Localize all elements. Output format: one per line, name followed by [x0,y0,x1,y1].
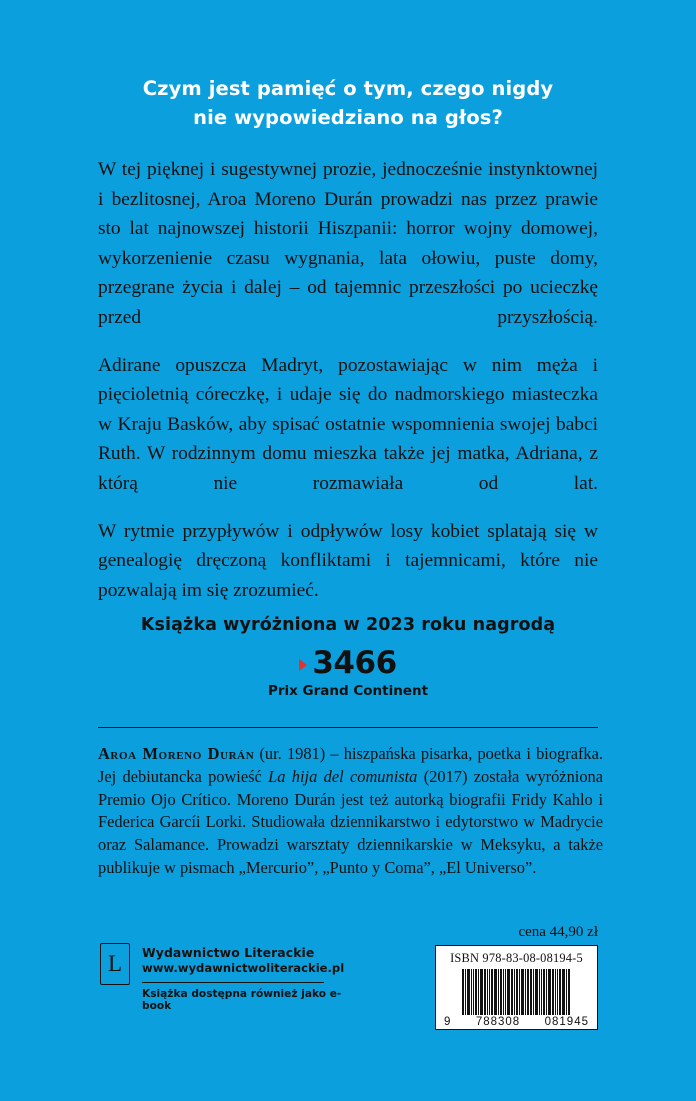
blurb-text [98,155,598,623]
barcode-digit-left: 9 [444,1016,452,1028]
barcode-digit-group-1: 788308 [475,1016,521,1028]
barcode-digit-group-2: 081945 [544,1016,589,1028]
isbn-label: ISBN 978-83-08-08194-5 [450,951,583,965]
author-bio [98,743,603,880]
award-section [98,615,598,699]
headline-line-1: Czym jest pamięć o tym, czego nigdy [142,77,554,100]
publisher-divider [142,982,324,983]
bio-rest: (2017) została wyróżniona Premio Ojo Crítico. Moreno Durán jest też autorką biografii Fridy Kahlo i Federica Garcíi Lorki. Studiowała dziennikarstwo i edytorstwo w Madrycie oraz Salamance. Prowadzi warsztaty dziennikarskie w Meksyku, a także publikuje w pismach „Mercurio”, „Punto y Coma”, „El Universo”. [98,766,603,877]
blurb-paragraph-2: Adirane opuszcza Madryt, pozostawiając w nim męża i pięcioletnią córeczkę, i udaje się do nadmorskiego miasteczka w Kraju Basków, aby spisać ostatnie wspomnienia swojej babci Ruth. W rodzinnym domu mieszka także jej matka, Adriana, z którą nie rozmawiała od lat. [98,354,598,494]
publisher-logo-icon: L [98,943,132,985]
award-logo-subtitle: Prix Grand Continent [267,683,429,699]
publisher-block [98,943,358,1012]
bio-book-title: La hija del comunista [268,766,418,786]
bio-intro: (ur. 1981) – hiszpańska pisarka, poetka i biografka. Jej debiutancka powieść [98,744,603,786]
author-name: Aroa Moreno Durán [98,744,255,763]
publisher-url[interactable]: www.wydawnictwoliterackie.pl [142,961,345,975]
isbn-barcode-box [435,945,598,1030]
page-title [98,74,598,132]
play-triangle-icon [299,659,307,671]
barcode-digits [442,1015,591,1028]
divider [98,727,598,728]
publisher-name: Wydawnictwo Literackie [142,945,315,960]
price-label: cena 44,90 zł [518,924,598,940]
ebook-note: Książka dostępna również jako e-book [142,988,342,1013]
headline-line-2: nie wypowiedziano na głos? [193,106,503,129]
award-logo-number: 3466 [312,645,397,681]
award-title: Książka wyróżniona w 2023 roku nagrodą [140,615,556,635]
barcode-icon [442,969,591,1015]
blurb-paragraph-3: W rytmie przypływów i odpływów losy kobiet splatają się w genealogię dręczoną konfliktami i tajemnicami, które nie pozwalają im się zrozumieć. [98,520,598,601]
blurb-paragraph-1: W tej pięknej i sugestywnej prozie, jednocześnie instynktownej i bezlitosnej, Aroa Moreno Durán prowadzi nas przez prawie sto lat najnowszej historii Hiszpanii: horror wojny domowej, wykorzenienie czasu wygnania, lata ołowiu, puste domy, przegrane życia i dalej – od tajemnic przeszłości po ucieczkę przed przyszłością. [98,159,598,328]
award-logo [98,645,598,681]
